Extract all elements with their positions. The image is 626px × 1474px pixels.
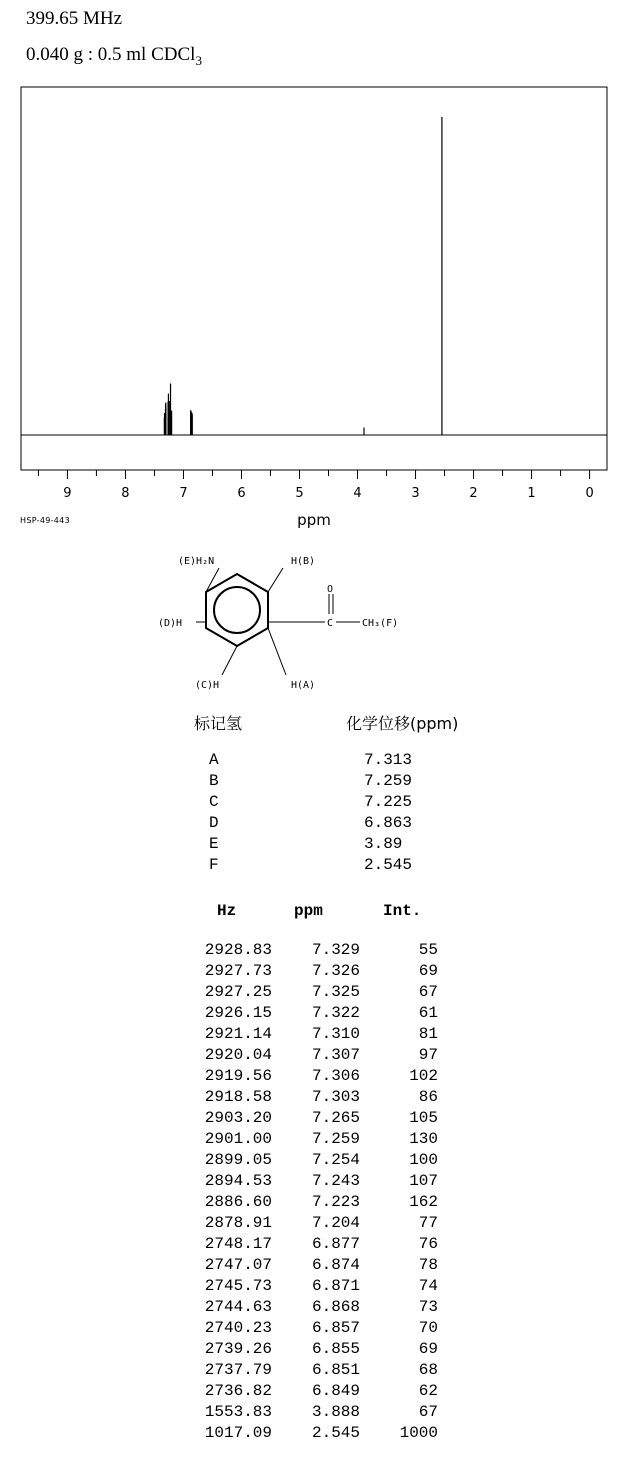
assignment-label: C [209, 793, 219, 811]
bond-h-a-true [268, 628, 286, 675]
peak-int: 105 [409, 1109, 438, 1127]
bond-d-true [195, 610, 206, 622]
assignment-shift: 3.89 [364, 835, 403, 853]
assignment-header-shift: 化学位移(ppm) [346, 714, 459, 733]
peak-int: 100 [409, 1151, 438, 1169]
plot-frame [21, 87, 607, 470]
peak-ppm: 6.857 [311, 1319, 360, 1337]
peak-ppm: 7.254 [311, 1151, 360, 1169]
assignment-header-label: 标记氢 [194, 714, 243, 733]
assignment-shift: 7.259 [364, 772, 413, 790]
peak-hz: 1553.83 [204, 1403, 272, 1421]
peak-hz: 2736.82 [204, 1382, 272, 1400]
molecule-structure [150, 548, 430, 693]
spectrometer-frequency: 399.65 MHz [26, 8, 123, 29]
assignment-shift: 7.313 [364, 751, 413, 769]
peak-ppm: 7.322 [311, 1004, 360, 1022]
peak-hz: 2903.20 [204, 1109, 272, 1127]
spectrum-code: HSP-49-443 [20, 516, 70, 525]
x-tick-label: 9 [63, 486, 72, 501]
assignment-shift: 2.545 [364, 856, 413, 874]
peak-ppm: 7.329 [311, 941, 360, 959]
label-hd: (D)H [158, 618, 183, 629]
peak-int: 73 [418, 1298, 438, 1316]
peak-hz: 2899.05 [204, 1151, 272, 1169]
peak-int: 86 [418, 1088, 438, 1106]
peak-int: 67 [418, 1403, 438, 1421]
peak-int: 70 [418, 1319, 438, 1337]
peak-ppm: 7.310 [311, 1025, 360, 1043]
peak-hz: 2927.25 [204, 983, 272, 1001]
label-ha: H(A) [291, 680, 316, 691]
peak-ppm: 3.888 [311, 1403, 360, 1421]
label-hc: (C)H [195, 680, 220, 691]
label-hb: H(B) [291, 556, 316, 567]
peak-int: 68 [418, 1361, 438, 1379]
x-tick-label: 4 [353, 486, 362, 501]
peak-hz: 2739.26 [204, 1340, 272, 1358]
peak-hz: 2928.83 [204, 941, 272, 959]
aromatic-circle [214, 587, 260, 633]
sample-subscript: 3 [195, 52, 202, 68]
peak-int: 61 [418, 1004, 438, 1022]
peak-int: 130 [409, 1130, 438, 1148]
peak-int: 69 [418, 962, 438, 980]
peak-ppm: 6.877 [311, 1235, 360, 1253]
peak-ppm: 6.874 [311, 1256, 360, 1274]
peak-hz: 2747.07 [204, 1256, 272, 1274]
bond-ha [268, 628, 283, 655]
peak-ppm: 7.307 [311, 1046, 360, 1064]
peak-ppm: 6.855 [311, 1340, 360, 1358]
peak-int: 78 [418, 1256, 438, 1274]
bond-c-acyl [268, 610, 325, 622]
peak-ppm: 7.243 [311, 1172, 360, 1190]
peak-int: 162 [409, 1193, 438, 1211]
peak-hz: 2740.23 [204, 1319, 272, 1337]
peak-ppm: 6.871 [311, 1277, 360, 1295]
peak-table-header-hz: Hz [217, 902, 237, 920]
x-tick-label: 8 [121, 486, 130, 501]
peak-hz: 1017.09 [204, 1424, 272, 1442]
x-tick-label: 5 [295, 486, 304, 501]
peak-int: 76 [418, 1235, 438, 1253]
peak-ppm: 7.259 [311, 1130, 360, 1148]
assignment-label: B [209, 772, 219, 790]
peak-lines [164, 117, 442, 435]
label-ch3: CH₃(F) [362, 618, 399, 629]
peak-ppm: 6.868 [311, 1298, 360, 1316]
peak-int: 107 [409, 1172, 438, 1190]
peak-ppm: 7.326 [311, 962, 360, 980]
peak-ppm: 7.223 [311, 1193, 360, 1211]
label-carbon: C [327, 618, 334, 629]
bond-hc-ring [220, 658, 230, 676]
peak-hz: 2894.53 [204, 1172, 272, 1190]
x-tick-label: 3 [411, 486, 420, 501]
peak-int: 74 [418, 1277, 438, 1295]
peak-hz: 2919.56 [204, 1067, 272, 1085]
peak-hz: 2748.17 [204, 1235, 272, 1253]
peak-table-header-ppm: ppm [294, 902, 323, 920]
assignment-shift: 7.225 [364, 793, 413, 811]
peak-hz: 2737.79 [204, 1361, 272, 1379]
peak-hz: 2926.15 [204, 1004, 272, 1022]
assignment-label: F [209, 856, 219, 874]
label-carbonyl-o: O [327, 584, 334, 595]
x-tick-label: 2 [469, 486, 478, 501]
x-axis-ticks [38, 470, 593, 501]
peak-int: 81 [418, 1025, 438, 1043]
peak-int: 55 [418, 941, 438, 959]
peak-ppm: 7.325 [311, 983, 360, 1001]
peak-table-header-int: Int. [383, 902, 422, 920]
bond-h-d [192, 610, 206, 622]
peak-ppm: 6.851 [311, 1361, 360, 1379]
peak-hz: 2920.04 [204, 1046, 272, 1064]
peak-int: 69 [418, 1340, 438, 1358]
assignment-label: A [209, 751, 219, 769]
x-tick-label: 6 [237, 486, 246, 501]
peak-int: 67 [418, 983, 438, 1001]
peak-ppm: 2.545 [311, 1424, 360, 1442]
peak-hz: 2901.00 [204, 1130, 272, 1148]
peak-int: 102 [409, 1067, 438, 1085]
peak-int: 1000 [399, 1424, 438, 1442]
peak-int: 77 [418, 1214, 438, 1232]
peak-hz: 2886.60 [204, 1193, 272, 1211]
benzene-ring [206, 574, 268, 646]
peak-ppm: 7.204 [311, 1214, 360, 1232]
label-nh2: (E)H₂N [178, 556, 215, 567]
peak-hz: 2921.14 [204, 1025, 272, 1043]
assignment-shift: 6.863 [364, 814, 413, 832]
peak-int: 62 [418, 1382, 438, 1400]
peak-ppm: 7.265 [311, 1109, 360, 1127]
sample-text: 0.040 g : 0.5 ml CDCl [26, 44, 196, 65]
bond-h-c-true [222, 646, 237, 675]
peak-ppm: 7.303 [311, 1088, 360, 1106]
x-tick-label: 1 [527, 486, 536, 501]
peak-hz: 2745.73 [204, 1277, 272, 1295]
assignment-label: E [209, 835, 219, 853]
peak-hz: 2744.63 [204, 1298, 272, 1316]
x-tick-label: 0 [585, 486, 594, 501]
peak-int: 97 [418, 1046, 438, 1064]
x-axis-title: ppm [297, 511, 331, 529]
peak-hz: 2918.58 [204, 1088, 272, 1106]
peak-hz: 2927.73 [204, 962, 272, 980]
peak-ppm: 7.306 [311, 1067, 360, 1085]
peak-ppm: 6.849 [311, 1382, 360, 1400]
assignment-label: D [209, 814, 219, 832]
bond-hb [268, 568, 283, 592]
peak-hz: 2878.91 [204, 1214, 272, 1232]
x-tick-label: 7 [179, 486, 188, 501]
nmr-spectrum-chart [0, 0, 626, 540]
